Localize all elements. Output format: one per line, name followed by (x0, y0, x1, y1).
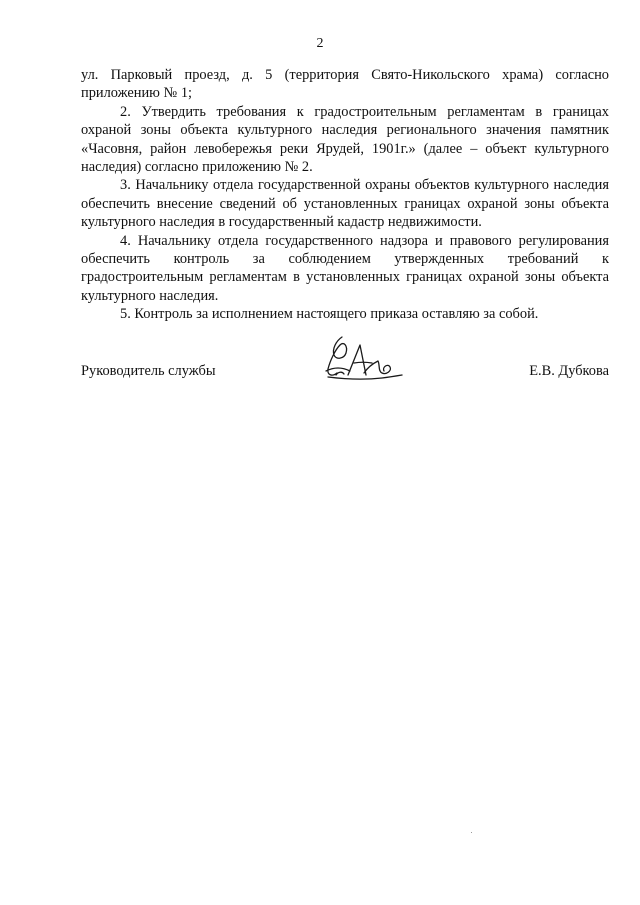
document-body (81, 66, 609, 324)
handwritten-signature (320, 331, 406, 387)
paragraph-continuation: ул. Парковый проезд, д. 5 (территория Свято-Никольского храма) согласно приложению № 1; (81, 67, 609, 102)
scan-speck (471, 832, 472, 833)
paragraph-item-5: 5. Контроль за исполнением настоящего приказа оставляю за собой. (120, 306, 539, 323)
signer-name: Е.В. Дубкова (529, 363, 609, 379)
paragraph-item-4: 4. Начальнику отдела государственного надзора и правового регулирования обеспечить контроль за соблюдением утвержденных требований к градостроительным регламентам в установленных границах охраной зоны объекта культурного наследия. (81, 232, 609, 304)
page-number: 2 (316, 36, 324, 51)
signer-title: Руководитель службы (81, 363, 216, 379)
paragraph-item-2: 2. Утвердить требования к градостроительным регламентам в границах охраной зоны объекта культурного наследия регионального значения памятник «Часовня, район левобережья реки Ярудей, 1901г.» (далее – объект культурного наследия) согласно приложению № 2. (81, 103, 609, 176)
paragraph-item-3: 3. Начальнику отдела государственной охраны объектов культурного наследия обеспечить внесение сведений об установленных границах охраной зоны объекта культурного наследия в государственный кадастр недвижимости. (81, 177, 609, 231)
